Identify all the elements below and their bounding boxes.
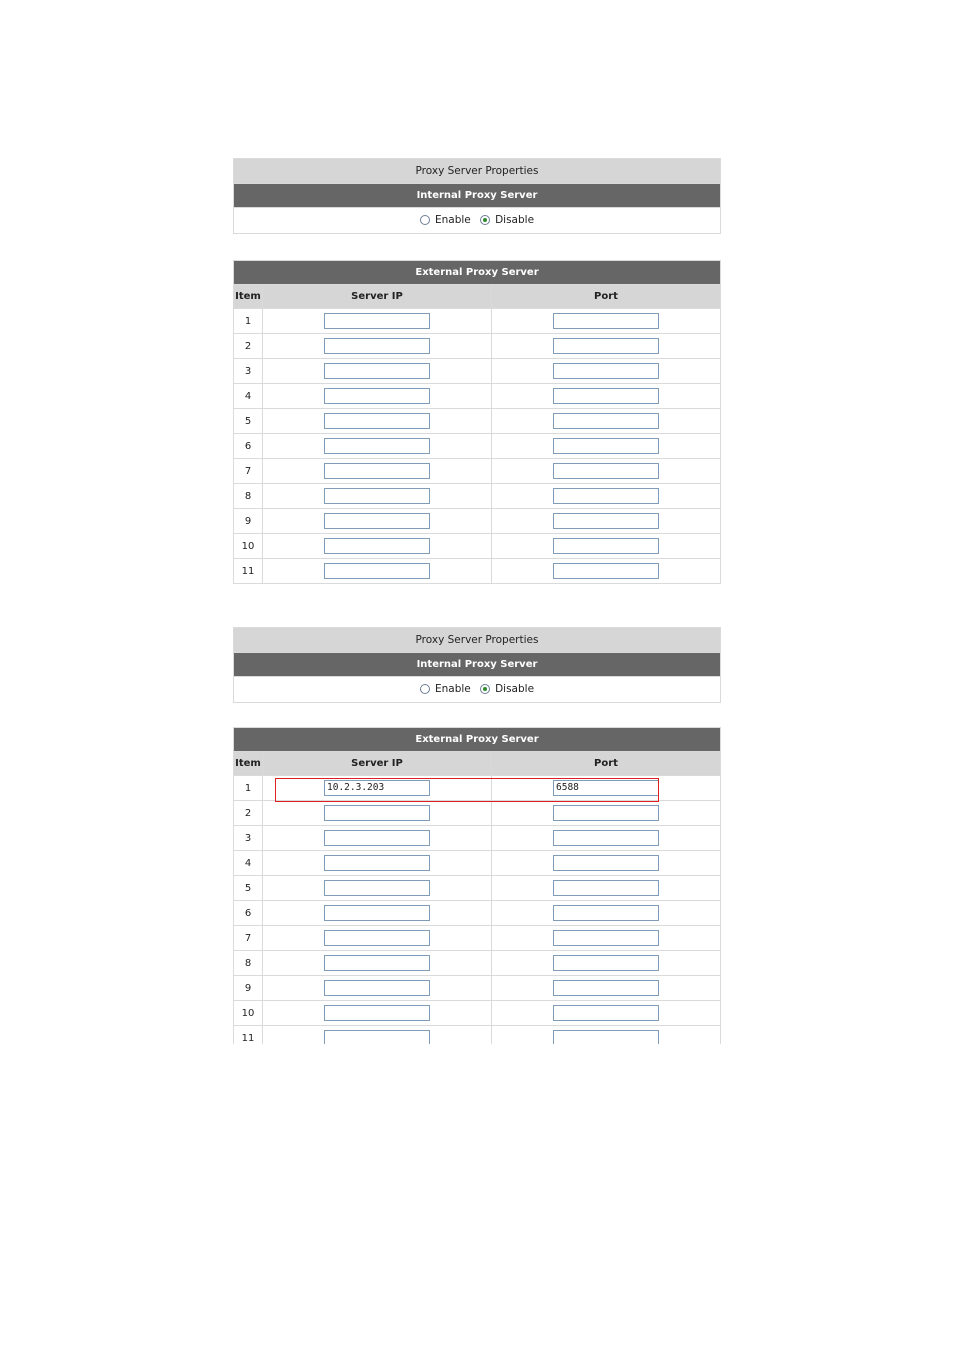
port-cell bbox=[492, 901, 721, 926]
server-ip-input[interactable] bbox=[324, 805, 430, 821]
server-ip-input[interactable] bbox=[324, 955, 430, 971]
item-column-header: Item bbox=[234, 285, 263, 309]
server-ip-input[interactable] bbox=[324, 980, 430, 996]
server-ip-input[interactable] bbox=[324, 880, 430, 896]
server-ip-cell bbox=[263, 534, 492, 559]
server-ip-cell bbox=[263, 459, 492, 484]
port-input[interactable] bbox=[553, 438, 659, 454]
table-row bbox=[234, 534, 721, 559]
port-input[interactable] bbox=[553, 1030, 659, 1044]
server-ip-input[interactable] bbox=[324, 1005, 430, 1021]
port-input[interactable] bbox=[553, 563, 659, 579]
port-cell bbox=[492, 359, 721, 384]
item-column-header: Item bbox=[234, 752, 263, 776]
radio-checked-icon[interactable] bbox=[480, 215, 490, 225]
port-input[interactable] bbox=[553, 855, 659, 871]
table-row bbox=[234, 976, 721, 1001]
item-number: 10 bbox=[234, 534, 263, 559]
port-cell bbox=[492, 1001, 721, 1026]
disable-radio[interactable]: Disable bbox=[480, 214, 534, 226]
server-ip-input[interactable] bbox=[324, 388, 430, 404]
server-ip-input[interactable] bbox=[324, 488, 430, 504]
table-row bbox=[234, 951, 721, 976]
port-input[interactable]: 6588 bbox=[553, 780, 659, 796]
table-row bbox=[234, 1001, 721, 1026]
server-ip-input[interactable] bbox=[324, 563, 430, 579]
item-number: 11 bbox=[234, 559, 263, 584]
internal-proxy-title: Internal Proxy Server bbox=[234, 653, 721, 677]
server-ip-cell bbox=[263, 334, 492, 359]
item-number: 5 bbox=[234, 409, 263, 434]
server-ip-cell bbox=[263, 801, 492, 826]
table-row bbox=[234, 334, 721, 359]
server-ip-cell bbox=[263, 484, 492, 509]
table-row bbox=[234, 559, 721, 584]
port-input[interactable] bbox=[553, 363, 659, 379]
table-row bbox=[234, 359, 721, 384]
server-ip-input[interactable] bbox=[324, 413, 430, 429]
server-ip-input[interactable] bbox=[324, 855, 430, 871]
port-input[interactable] bbox=[553, 538, 659, 554]
item-number: 4 bbox=[234, 384, 263, 409]
port-cell bbox=[492, 509, 721, 534]
port-input[interactable] bbox=[553, 930, 659, 946]
table-row bbox=[234, 1026, 721, 1045]
item-number: 1 bbox=[234, 776, 263, 801]
port-input[interactable] bbox=[553, 880, 659, 896]
table-row bbox=[234, 876, 721, 901]
table-row bbox=[234, 926, 721, 951]
radio-icon[interactable] bbox=[420, 684, 430, 694]
external-proxy-title: External Proxy Server bbox=[234, 261, 721, 285]
port-input[interactable] bbox=[553, 413, 659, 429]
radio-icon[interactable] bbox=[420, 215, 430, 225]
port-cell bbox=[492, 851, 721, 876]
port-cell bbox=[492, 459, 721, 484]
port-input[interactable] bbox=[553, 980, 659, 996]
item-number: 3 bbox=[234, 359, 263, 384]
item-number: 2 bbox=[234, 334, 263, 359]
server-ip-input[interactable] bbox=[324, 313, 430, 329]
server-ip-cell bbox=[263, 826, 492, 851]
table-row bbox=[234, 776, 721, 801]
server-ip-cell bbox=[263, 359, 492, 384]
item-number: 10 bbox=[234, 1001, 263, 1026]
server-ip-cell bbox=[263, 434, 492, 459]
port-cell bbox=[492, 826, 721, 851]
port-input[interactable] bbox=[553, 955, 659, 971]
server-ip-input[interactable] bbox=[324, 363, 430, 379]
table-row bbox=[234, 851, 721, 876]
item-number: 4 bbox=[234, 851, 263, 876]
table-row bbox=[234, 801, 721, 826]
server-ip-cell bbox=[263, 901, 492, 926]
table-row bbox=[234, 901, 721, 926]
server-ip-input[interactable] bbox=[324, 905, 430, 921]
table-row bbox=[234, 434, 721, 459]
server-ip-cell bbox=[263, 876, 492, 901]
port-input[interactable] bbox=[553, 513, 659, 529]
item-number: 9 bbox=[234, 976, 263, 1001]
item-number: 6 bbox=[234, 434, 263, 459]
server-ip-cell bbox=[263, 926, 492, 951]
port-cell bbox=[492, 534, 721, 559]
port-cell bbox=[492, 409, 721, 434]
port-cell bbox=[492, 1026, 721, 1045]
port-cell bbox=[492, 384, 721, 409]
external-proxy-panel-1 bbox=[233, 260, 721, 584]
table-row bbox=[234, 309, 721, 334]
port-cell bbox=[492, 976, 721, 1001]
port-input[interactable] bbox=[553, 463, 659, 479]
port-cell bbox=[492, 776, 721, 801]
server-ip-input[interactable] bbox=[324, 538, 430, 554]
server-ip-input[interactable] bbox=[324, 513, 430, 529]
port-column-header: Port bbox=[492, 285, 721, 309]
enable-radio[interactable]: Enable bbox=[420, 683, 471, 695]
enable-radio[interactable]: Enable bbox=[420, 214, 471, 226]
port-input[interactable] bbox=[553, 488, 659, 504]
server-ip-cell bbox=[263, 776, 492, 801]
port-input[interactable] bbox=[553, 338, 659, 354]
port-cell bbox=[492, 951, 721, 976]
server-ip-cell bbox=[263, 1001, 492, 1026]
port-input[interactable] bbox=[553, 905, 659, 921]
server-ip-cell bbox=[263, 409, 492, 434]
port-input[interactable] bbox=[553, 313, 659, 329]
item-number: 7 bbox=[234, 459, 263, 484]
item-number: 8 bbox=[234, 951, 263, 976]
item-number: 5 bbox=[234, 876, 263, 901]
port-cell bbox=[492, 926, 721, 951]
item-number: 6 bbox=[234, 901, 263, 926]
server-ip-input[interactable] bbox=[324, 1030, 430, 1044]
port-cell bbox=[492, 434, 721, 459]
port-column-header: Port bbox=[492, 752, 721, 776]
port-input[interactable] bbox=[553, 1005, 659, 1021]
port-input[interactable] bbox=[553, 805, 659, 821]
server-ip-cell bbox=[263, 384, 492, 409]
item-number: 8 bbox=[234, 484, 263, 509]
port-cell bbox=[492, 309, 721, 334]
table-row bbox=[234, 409, 721, 434]
internal-proxy-title: Internal Proxy Server bbox=[234, 184, 721, 208]
server-ip-column-header: Server IP bbox=[263, 285, 492, 309]
disable-radio[interactable]: Disable bbox=[480, 683, 534, 695]
item-number: 3 bbox=[234, 826, 263, 851]
port-input[interactable] bbox=[553, 388, 659, 404]
properties-title: Proxy Server Properties bbox=[234, 159, 721, 184]
external-proxy-title: External Proxy Server bbox=[234, 728, 721, 752]
external-proxy-panel-2 bbox=[233, 727, 721, 1044]
item-number: 9 bbox=[234, 509, 263, 534]
table-row bbox=[234, 384, 721, 409]
table-row bbox=[234, 826, 721, 851]
server-ip-cell bbox=[263, 509, 492, 534]
server-ip-cell bbox=[263, 309, 492, 334]
server-ip-cell bbox=[263, 976, 492, 1001]
port-cell bbox=[492, 876, 721, 901]
server-ip-input[interactable] bbox=[324, 830, 430, 846]
server-ip-input[interactable]: 10.2.3.203 bbox=[324, 780, 430, 796]
server-ip-input[interactable] bbox=[324, 338, 430, 354]
server-ip-cell bbox=[263, 1026, 492, 1045]
server-ip-input[interactable] bbox=[324, 463, 430, 479]
table-row bbox=[234, 509, 721, 534]
radio-checked-icon[interactable] bbox=[480, 684, 490, 694]
port-input[interactable] bbox=[553, 830, 659, 846]
item-number: 11 bbox=[234, 1026, 263, 1045]
properties-title: Proxy Server Properties bbox=[234, 628, 721, 653]
port-cell bbox=[492, 334, 721, 359]
item-number: 7 bbox=[234, 926, 263, 951]
server-ip-input[interactable] bbox=[324, 930, 430, 946]
port-cell bbox=[492, 801, 721, 826]
item-number: 1 bbox=[234, 309, 263, 334]
table-row bbox=[234, 459, 721, 484]
table-row bbox=[234, 484, 721, 509]
item-number: 2 bbox=[234, 801, 263, 826]
server-ip-input[interactable] bbox=[324, 438, 430, 454]
port-cell bbox=[492, 484, 721, 509]
server-ip-column-header: Server IP bbox=[263, 752, 492, 776]
internal-proxy-panel-1 bbox=[233, 158, 721, 234]
server-ip-cell bbox=[263, 851, 492, 876]
internal-proxy-panel-2 bbox=[233, 627, 721, 703]
server-ip-cell bbox=[263, 559, 492, 584]
port-cell bbox=[492, 559, 721, 584]
server-ip-cell bbox=[263, 951, 492, 976]
